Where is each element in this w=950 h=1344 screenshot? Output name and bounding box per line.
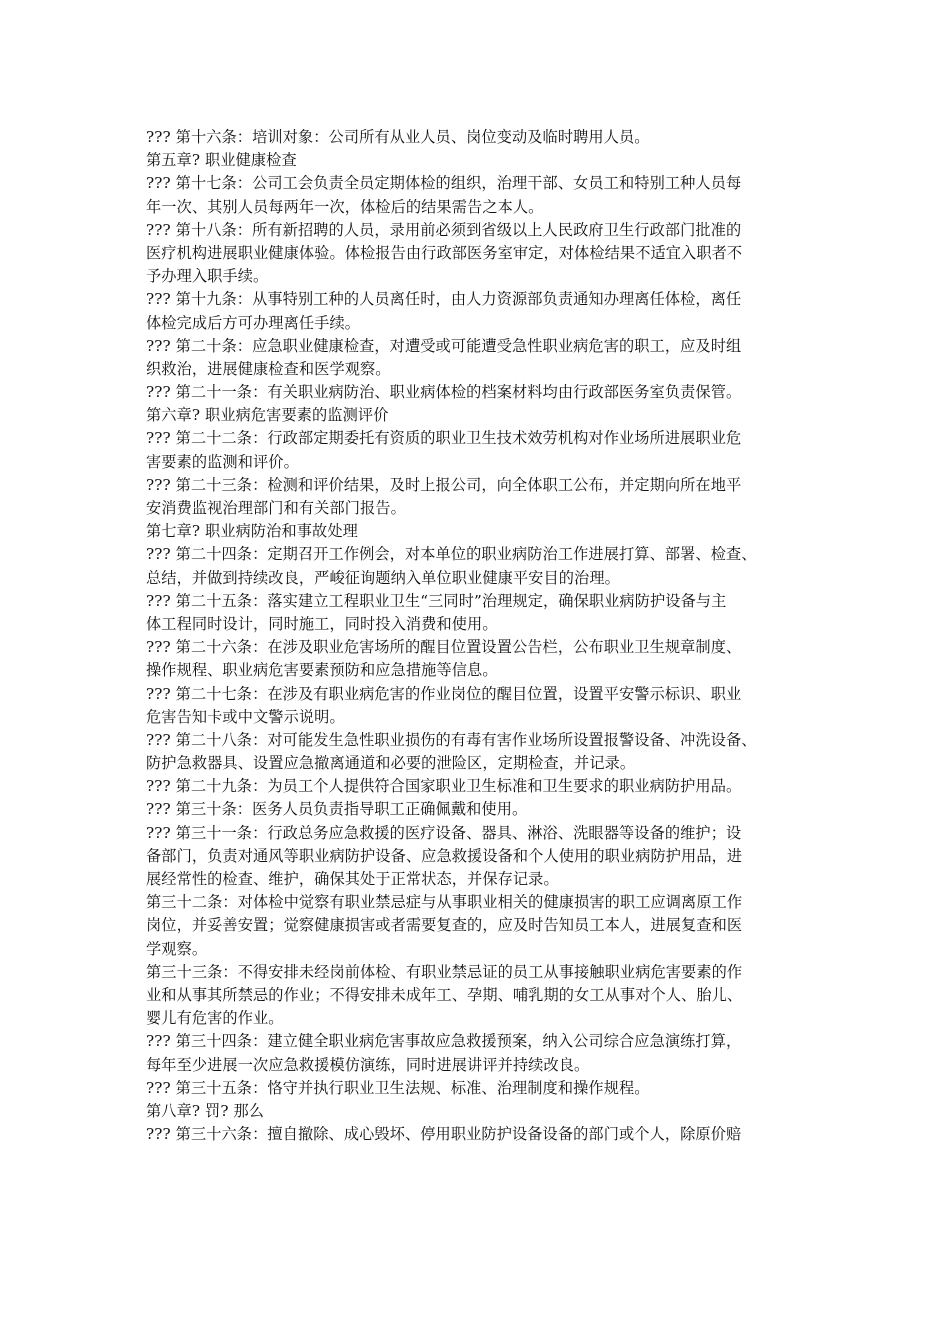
chapter-heading: 第七章? 职业病防治和事故处理 xyxy=(146,522,358,541)
text-line: 第三十二条：对体检中觉察有职业禁忌症与从事职业相关的健康损害的职工应调离原工作 xyxy=(146,893,743,912)
text-line: 体工程同时设计，同时施工，同时投入消费和使用。 xyxy=(146,614,498,633)
text-line: ??? 第十六条：培训对象：公司所有从业人员、岗位变动及临时聘用人员。 xyxy=(146,128,650,146)
text-line: 操作规程、职业病危害要素预防和应急措施等信息。 xyxy=(146,661,498,680)
chapter-heading: 第六章? 职业病危害要素的监测评价 xyxy=(146,406,389,425)
text-line: ??? 第二十条：应急职业健康检查，对遭受或可能遭受急性职业病危害的职工，应及时组 xyxy=(146,336,742,355)
text-line: ??? 第三十六条：擅自撤除、成心毁坏、停用职业防护设备设备的部门或个人，除原价赔 xyxy=(146,1125,742,1144)
text-line: 害要素的监测和评价。 xyxy=(146,452,299,471)
text-line: ??? 第二十六条：在涉及职业危害场所的醒目位置设置公告栏，公布职业卫生规章制度、 xyxy=(146,638,742,657)
text-line: ??? 第二十五条：落实建立工程职业卫生“三同时”治理规定，确保职业病防护设备与主 xyxy=(146,591,727,610)
text-line: 备部门，负责对通风等职业病防护设备、应急救援设备和个人使用的职业病防护用品，进 xyxy=(146,846,743,865)
text-line: ??? 第二十四条：定期召开工作例会，对本单位的职业病防治工作进展打算、部署、检查、 xyxy=(146,545,757,564)
text-line: ??? 第二十九条：为员工个人提供符合国家职业卫生标准和卫生要求的职业病防护用品。 xyxy=(146,777,742,796)
chapter-heading: 第五章? 职业健康检查 xyxy=(146,151,297,170)
text-line: 年一次、其别人员每两年一次，体检后的结果需告之本人。 xyxy=(146,197,544,216)
text-line: 岗位，并妥善安置；觉察健康损害或者需要复查的，应及时告知员工本人，进展复查和医 xyxy=(146,916,743,935)
text-line: ??? 第三十条：医务人员负责指导职工正确佩戴和使用。 xyxy=(146,800,528,819)
text-line: 安消费监视治理部门和有关部门报告。 xyxy=(146,499,406,517)
text-line: 防护急救器具、设置应急撤离通道和必要的泄险区，定期检查，并记录。 xyxy=(146,754,636,773)
text-line: 婴儿有危害的作业。 xyxy=(146,1009,284,1028)
text-line: 医疗机构进展职业健康体验。体检报告由行政部医务室审定，对体检结果不适宜入职者不 xyxy=(146,243,743,262)
text-line: ??? 第二十七条：在涉及有职业病危害的作业岗位的醒目位置，设置平安警示标识、职业 xyxy=(146,684,742,703)
text-line: ??? 第二十八条：对可能发生急性职业损伤的有毒有害作业场所设置报警设备、冲洗设备、 xyxy=(146,730,757,749)
text-line: ??? 第十七条：公司工会负责全员定期体检的组织，治理干部、女员工和特别工种人员每 xyxy=(146,174,742,193)
chapter-heading: 第八章? 罚? 那么 xyxy=(146,1101,265,1120)
text-line: 织救治，进展健康检查和医学观察。 xyxy=(146,359,391,378)
text-line: 危害告知卡或中文警示说明。 xyxy=(146,707,345,726)
text-line: 学观察。 xyxy=(146,939,208,958)
text-line: 体检完成后方可办理离任手续。 xyxy=(146,313,361,332)
text-line: 每年至少进展一次应急救援模仿演练，同时进展讲评并持续改良。 xyxy=(146,1055,590,1074)
text-line: 展经常性的检查、维护，确保其处于正常状态，并保存记录。 xyxy=(146,870,559,888)
text-line: 予办理入职手续。 xyxy=(146,267,269,286)
text-line: ??? 第十九条：从事特别工种的人员离任时，由人力资源部负责通知办理离任体检，离任 xyxy=(146,290,742,309)
text-line: ??? 第二十一条：有关职业病防治、职业病体检的档案材料均由行政部医务室负责保管。 xyxy=(146,383,742,402)
text-line: ??? 第二十二条：行政部定期委托有资质的职业卫生技术效劳机构对作业场所进展职业危 xyxy=(146,429,742,448)
text-line: ??? 第三十一条：行政总务应急救援的医疗设备、器具、淋浴、洗眼器等设备的维护；设 xyxy=(146,823,742,842)
text-line: 第三十三条：不得安排未经岗前体检、有职业禁忌证的员工从事接触职业病危害要素的作 xyxy=(146,962,743,981)
text-line: ??? 第十八条：所有新招聘的人员，录用前必须到省级以上人民政府卫生行政部门批准的 xyxy=(146,220,742,239)
text-line: 业和从事其所禁忌的作业；不得安排未成年工、孕期、哺乳期的女工从事对个人、胎儿、 xyxy=(146,985,743,1004)
text-line: ??? 第三十四条：建立健全职业病危害事故应急救援预案，纳入公司综合应急演练打算， xyxy=(146,1032,742,1051)
document-page xyxy=(146,126,811,1146)
text-line: ??? 第三十五条：恪守并执行职业卫生法规、标准、治理制度和操作规程。 xyxy=(146,1078,650,1097)
text-line: ??? 第二十三条：检测和评价结果，及时上报公司，向全体职工公布，并定期向所在地平 xyxy=(146,475,742,494)
text-line: 总结，并做到持续改良，严峻征询题纳入单位职业健康平安目的治理。 xyxy=(146,568,620,587)
